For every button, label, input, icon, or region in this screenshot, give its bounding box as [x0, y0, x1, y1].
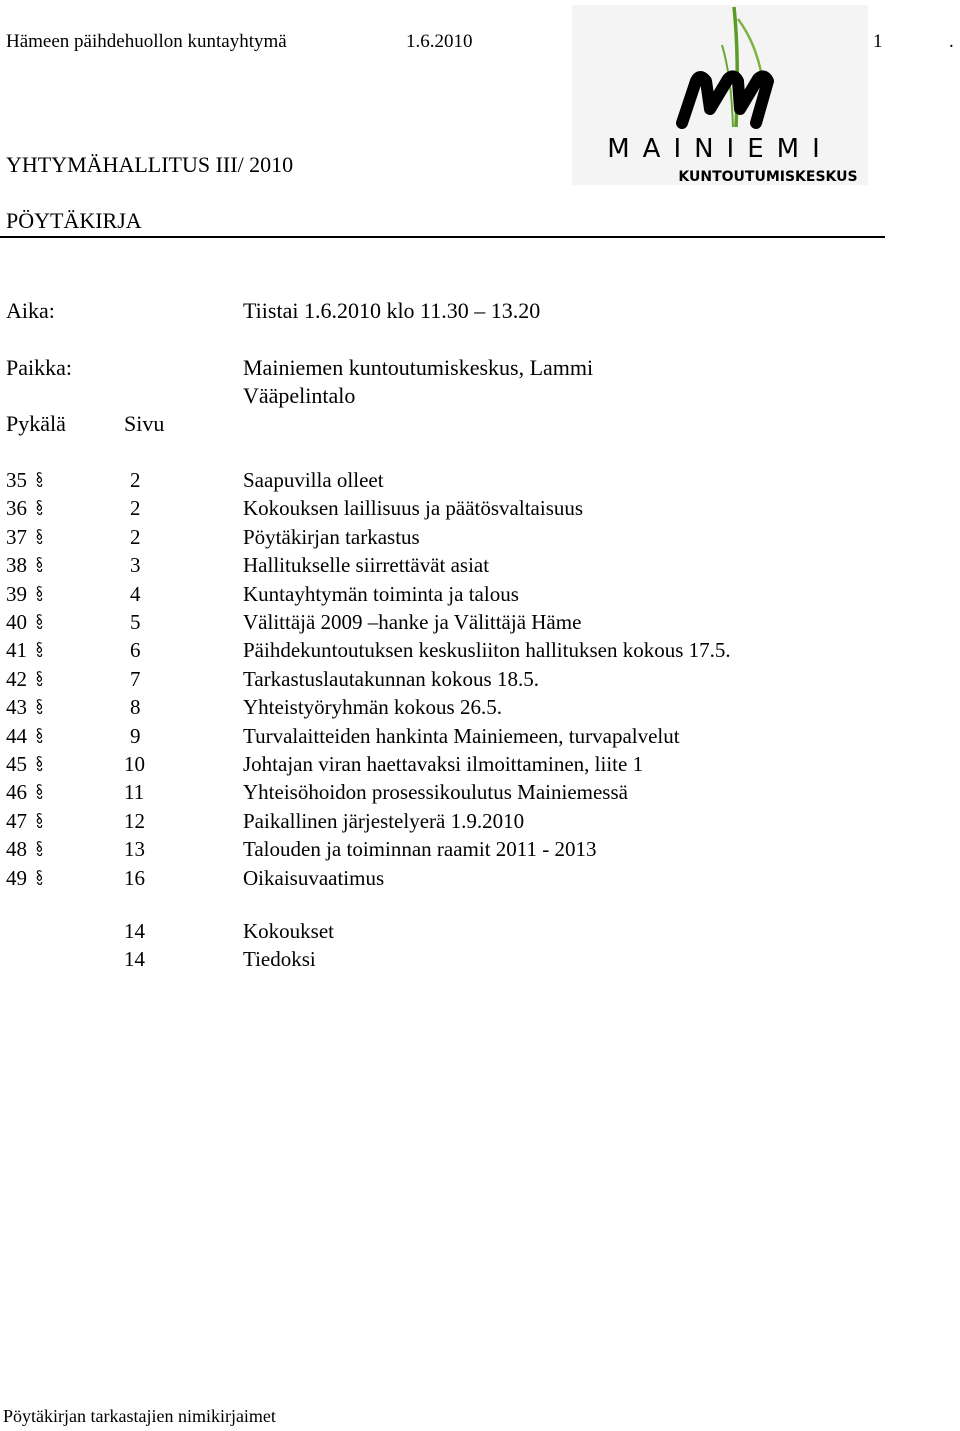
page-number: 6: [130, 638, 141, 663]
title-divider: [0, 236, 885, 238]
section-sign-icon: [27, 780, 44, 804]
extra-title: Kokoukset: [243, 919, 334, 943]
page-number: 8: [130, 695, 141, 720]
page-number: 16: [124, 865, 145, 890]
agenda-title: Pöytäkirjan tarkastus: [243, 524, 420, 549]
logo-brand: MAINIEMI: [607, 134, 833, 164]
section-number-text: 41: [6, 638, 27, 663]
section-number: [6, 525, 44, 550]
section-number: [6, 752, 44, 777]
section-sign-icon: [27, 553, 44, 577]
section-number: [6, 610, 44, 635]
time-value: Tiistai 1.6.2010 klo 11.30 – 13.20: [243, 298, 541, 323]
section-number: [6, 837, 44, 862]
document-title: YHTYMÄHALLITUS III/ 2010: [6, 152, 294, 177]
section-number-text: 40: [6, 610, 27, 634]
agenda-title: Yhteistyöryhmän kokous 26.5.: [243, 695, 502, 720]
section-sign-icon: [27, 582, 44, 606]
section-number: [6, 667, 44, 692]
agenda-title: Paikallinen järjestelyerä 1.9.2010: [243, 808, 525, 833]
page-number: 13: [124, 837, 145, 862]
agenda-title: Talouden ja toiminnan raamit 2011 - 2013: [243, 837, 597, 862]
extra-title: Tiedoksi: [243, 947, 316, 971]
agenda-title: Yhteisöhoidon prosessikoulutus Mainiemessä: [243, 780, 628, 805]
section-number: [6, 780, 44, 805]
extra-page-number: 14: [124, 919, 145, 943]
section-sign-icon: [27, 468, 44, 492]
section-sign-icon: [27, 837, 44, 861]
mainiemi-logo: [572, 5, 868, 185]
section-number: [6, 866, 44, 891]
section-sign-icon: [27, 752, 44, 776]
section-number: [6, 638, 44, 663]
header-organization: Hämeen päihdehuollon kuntayhtymä: [6, 31, 287, 52]
section-sign-icon: [27, 610, 44, 634]
section-number-text: 49: [6, 865, 27, 890]
agenda-title: Hallitukselle siirrettävät asiat: [243, 553, 490, 578]
extra-page-number: 14: [124, 947, 145, 971]
section-number-text: 47: [6, 808, 27, 833]
section-sign-icon: [27, 695, 44, 719]
page-number: 5: [130, 610, 141, 634]
agenda-title: Tarkastuslautakunnan kokous 18.5.: [243, 666, 539, 691]
page-number: 12: [124, 808, 145, 833]
section-number: [6, 468, 44, 493]
page-number: 10: [124, 752, 145, 776]
page-number: 9: [130, 723, 141, 748]
section-number: [6, 809, 44, 834]
agenda-title: Kokouksen laillisuus ja päätösvaltaisuus: [243, 496, 584, 521]
page-number: 2: [130, 524, 141, 549]
agenda-title: Oikaisuvaatimus: [243, 865, 385, 890]
page-number: 4: [130, 581, 141, 606]
section-number-text: 35: [6, 468, 27, 492]
section-sign-icon: [27, 525, 44, 549]
section-number-text: 37: [6, 524, 27, 549]
header-date: 1.6.2010: [406, 31, 473, 52]
section-number-text: 42: [6, 666, 27, 691]
agenda-title: Välittäjä 2009 –hanke ja Välittäjä Häme: [243, 610, 582, 634]
section-number: [6, 553, 44, 578]
time-label: Aika:: [6, 298, 55, 323]
section-sign-icon: [27, 638, 44, 662]
header-page-number: 1: [873, 31, 883, 52]
agenda-title: Saapuvilla olleet: [243, 468, 384, 492]
section-number-text: 36: [6, 496, 27, 521]
section-number-text: 46: [6, 780, 27, 805]
section-sign-icon: [27, 724, 44, 748]
section-number-text: 48: [6, 837, 27, 862]
document-type: PÖYTÄKIRJA: [6, 208, 142, 233]
place-value: Mainiemen kuntoutumiskeskus, Lammi: [243, 355, 594, 380]
section-number-text: 45: [6, 752, 27, 776]
section-number-text: 43: [6, 695, 27, 720]
column-header-section: Pykälä: [6, 411, 66, 436]
footer-text: Pöytäkirjan tarkastajien nimikirjaimet: [3, 1406, 276, 1426]
agenda-title: Johtajan viran haettavaksi ilmoittaminen, liite 1: [243, 752, 644, 776]
section-sign-icon: [27, 667, 44, 691]
page-number: 11: [124, 780, 145, 805]
section-sign-icon: [27, 809, 44, 833]
section-number: [6, 582, 44, 607]
page-number: 2: [130, 468, 141, 492]
section-number: [6, 695, 44, 720]
agenda-title: Turvalaitteiden hankinta Mainiemeen, turvapalvelut: [243, 723, 680, 748]
section-number-text: 44: [6, 723, 27, 748]
section-sign-icon: [27, 496, 44, 520]
place-label: Paikka:: [6, 355, 72, 380]
header-dot: .: [949, 31, 954, 52]
page-number: 2: [130, 496, 141, 521]
agenda-title: Päihdekuntoutuksen keskusliiton hallituksen kokous 17.5.: [243, 638, 731, 663]
page-number: 7: [130, 666, 141, 691]
logo-subtitle: KUNTOUTUMISKESKUS: [678, 169, 858, 185]
section-number: [6, 724, 44, 749]
place-building: Vääpelintalo: [243, 383, 356, 408]
section-sign-icon: [27, 866, 44, 890]
section-number-text: 39: [6, 581, 27, 606]
section-number: [6, 496, 44, 521]
section-number-text: 38: [6, 553, 27, 578]
agenda-title: Kuntayhtymän toiminta ja talous: [243, 581, 519, 606]
column-header-page: Sivu: [124, 411, 165, 436]
page-number: 3: [130, 553, 141, 578]
